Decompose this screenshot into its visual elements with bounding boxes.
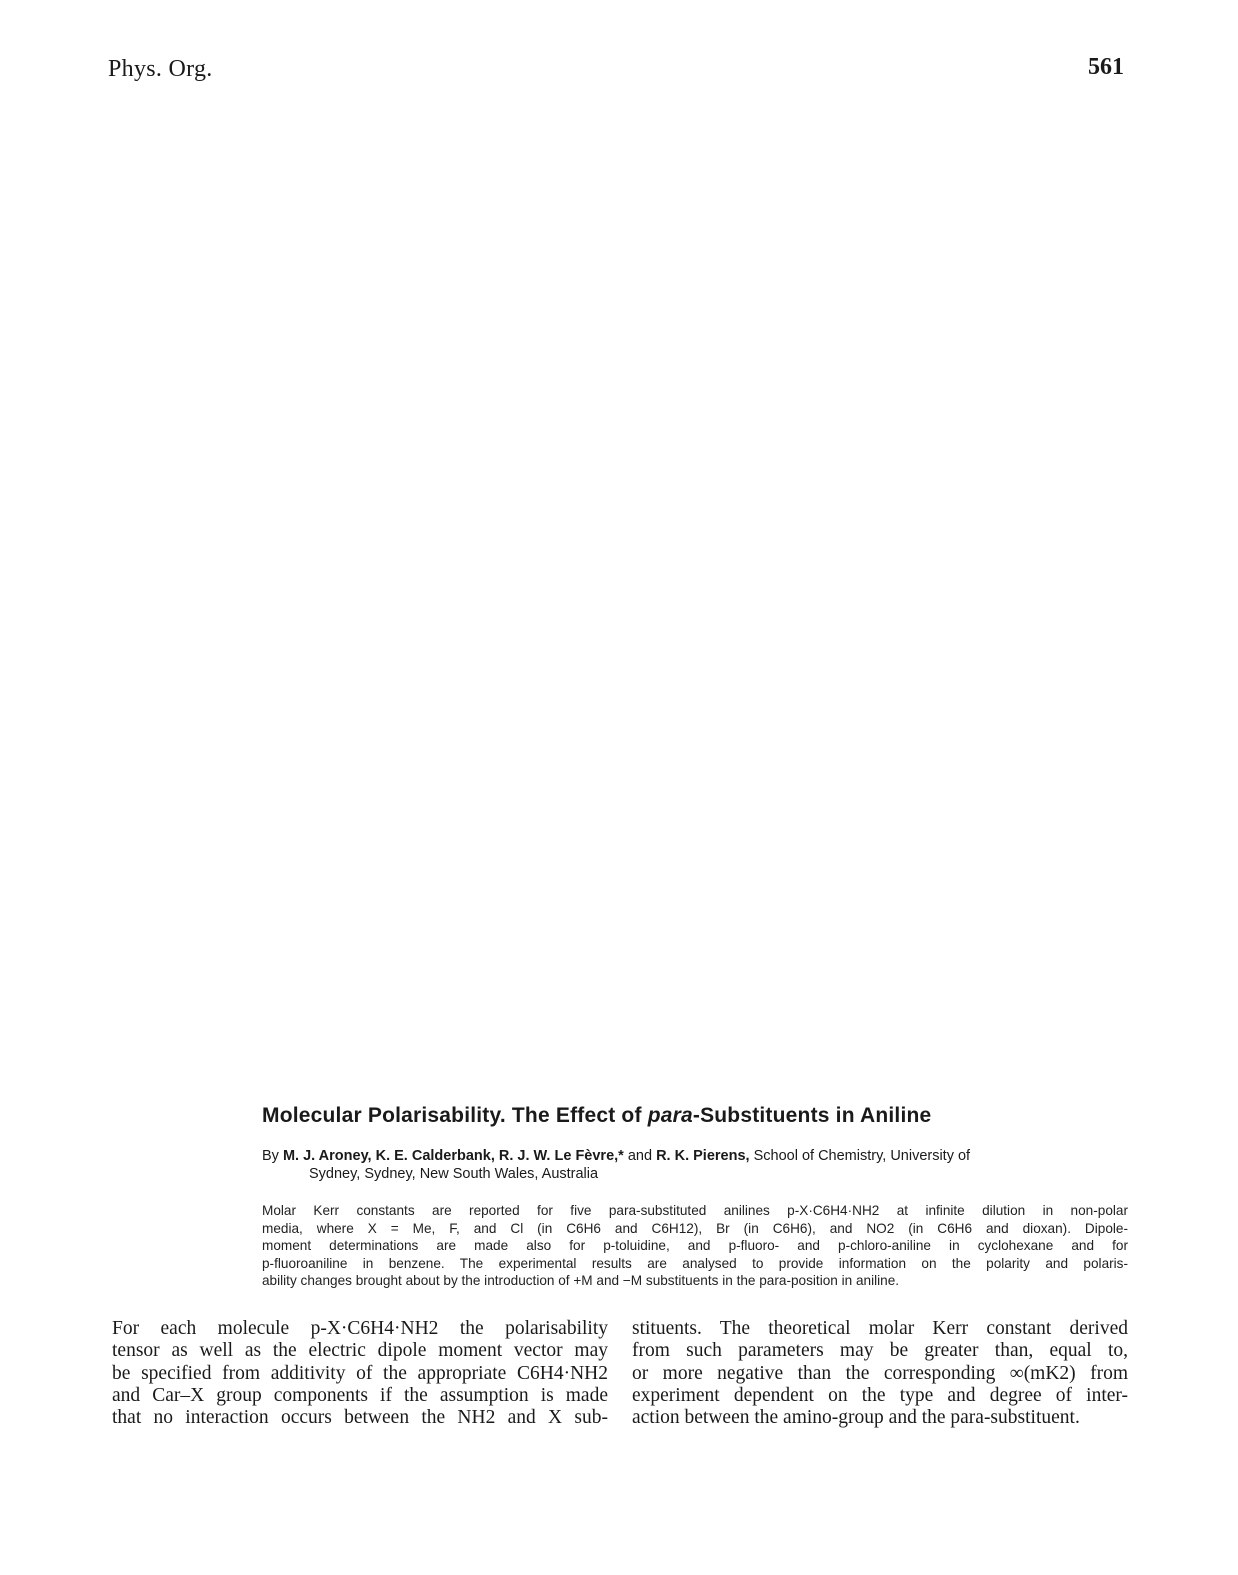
article-title [262,1104,1142,1128]
body-line: and Car–X group components if the assumption is made [112,1384,608,1406]
body-line: that no interaction occurs between the NH2 and X sub- [112,1407,608,1429]
authors-by: By [262,1148,283,1164]
body-line: from such parameters may be greater than, equal to, [632,1340,1128,1362]
abstract-line: moment determinations are made also for p-toluidine, and p-fluoro- and p-chloro-aniline in cyclohexane and for [262,1238,1128,1254]
body-line: action between the amino-group and the para-substituent. [632,1407,1080,1429]
author-last: R. K. Pierens, [656,1148,750,1164]
title-part-1: Molecular Polarisability. The Effect of [262,1104,648,1127]
author-names: M. J. Aroney, K. E. Calderbank, R. J. W. Le Fèvre,* [282,1148,628,1164]
body-line: be specified from additivity of the appropriate C6H4·NH2 [112,1362,608,1384]
author-block [262,1147,1132,1183]
body-line: tensor as well as the electric dipole moment vector may [112,1340,608,1362]
title-part-2: -Substituents in Aniline [692,1104,932,1127]
body-column-right [632,1318,1128,1429]
authors-and: and [627,1148,657,1164]
affiliation-line-2: Sydney, Sydney, New South Wales, Australia [309,1166,599,1182]
running-head: Phys. Org. [108,56,213,82]
abstract-line: ability changes brought about by the introduction of +M and −M substituents in the para-position in aniline. [262,1273,900,1289]
body-column-left [112,1318,608,1429]
body-line: For each molecule p-X·C6H4·NH2 the polarisability [112,1318,608,1339]
affiliation-line-1: School of Chemistry, University of [749,1148,971,1164]
body-line: stituents. The theoretical molar Kerr constant derived [632,1318,1128,1339]
body-line: or more negative than the corresponding ∞(mK2) from [632,1362,1128,1384]
page-number: 561 [1088,54,1124,80]
body-line: experiment dependent on the type and degree of inter- [632,1384,1128,1406]
abstract [262,1202,1128,1290]
abstract-line: Molar Kerr constants are reported for five para-substituted anilines p-X·C6H4·NH2 at infinite dilution in non-polar [262,1203,1128,1218]
abstract-line: media, where X = Me, F, and Cl (in C6H6 and C6H12), Br (in C6H6), and NO2 (in C6H6 and dioxan). Dipole- [262,1220,1128,1236]
abstract-line: p-fluoroaniline in benzene. The experimental results are analysed to provide information on the polarity and polaris- [262,1255,1128,1271]
title-italic: para [647,1104,693,1127]
